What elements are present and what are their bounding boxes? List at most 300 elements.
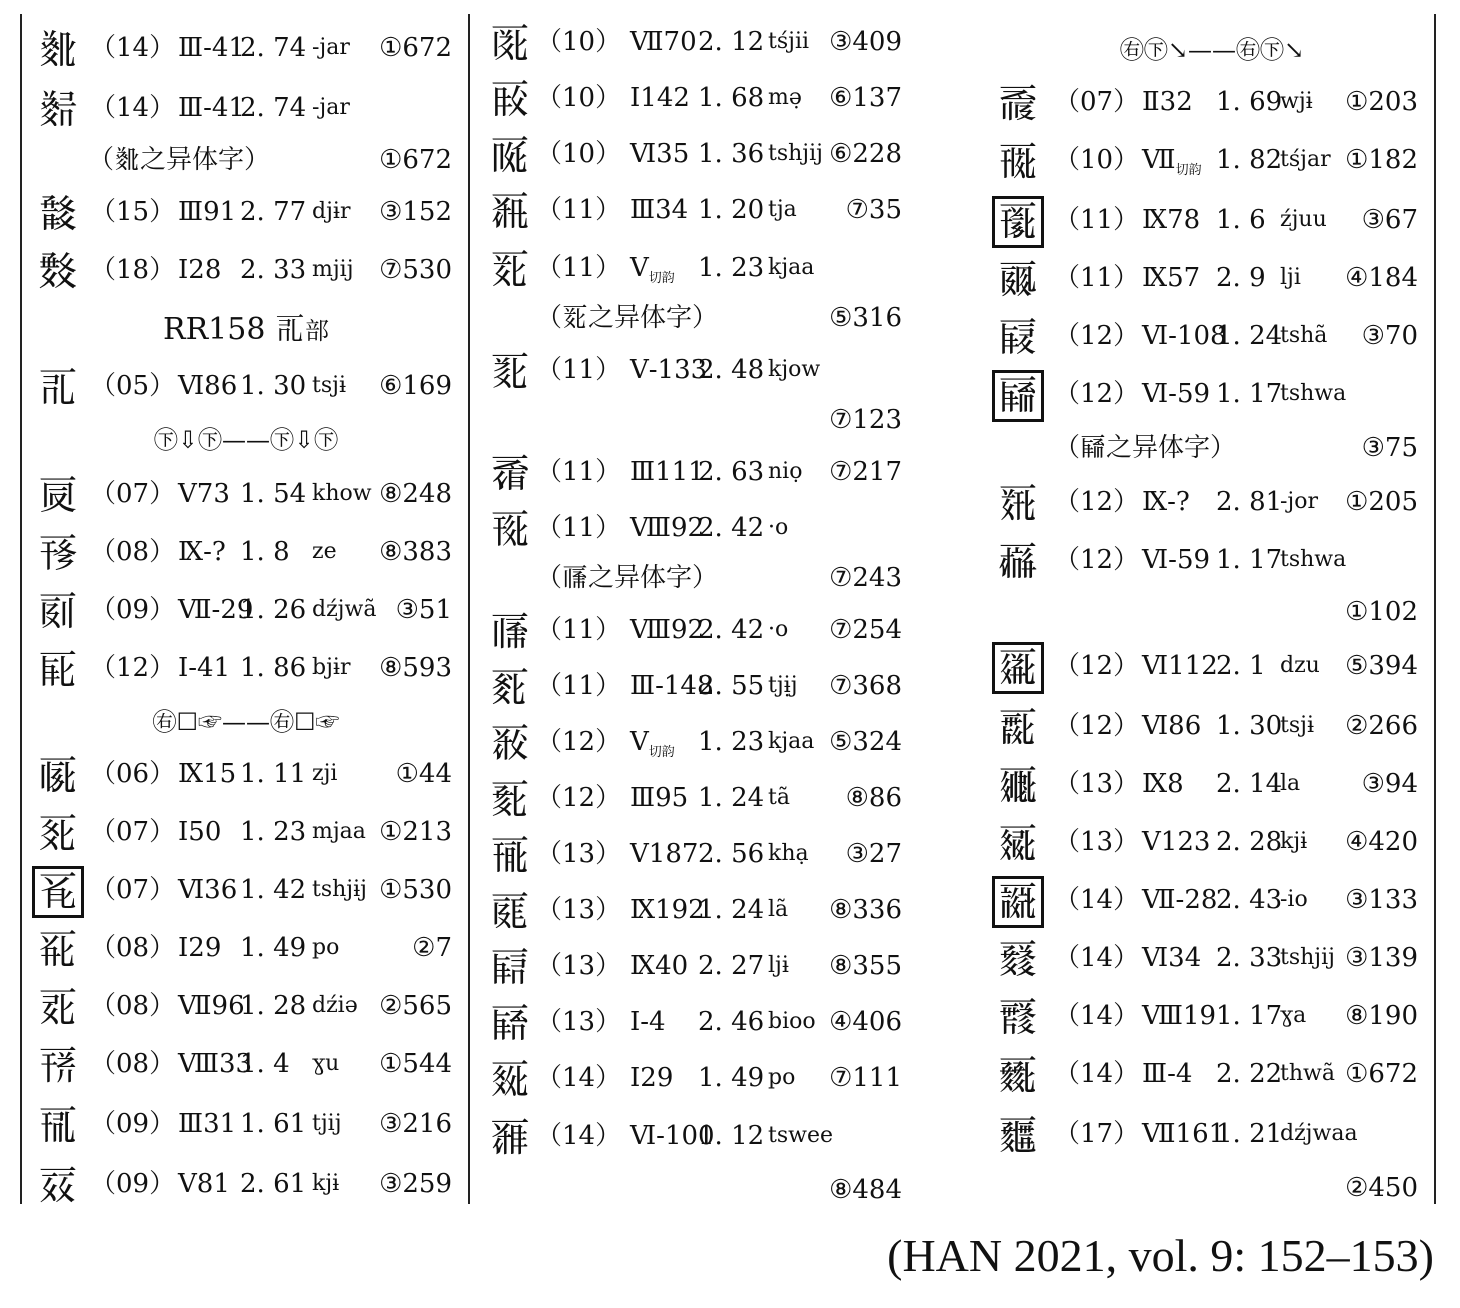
entry-row <box>484 718 910 774</box>
nav-arrows-down: ㊦⇩㊦——㊦⇩㊦ <box>153 426 339 454</box>
entry-row <box>484 774 910 830</box>
rhyme-number: 1. 4 <box>240 1049 290 1079</box>
rhyme-number: 1. 36 <box>698 139 765 169</box>
wrapped-ref: ⑦123 <box>829 405 902 435</box>
rhyme-number: 2. 14 <box>1216 769 1283 799</box>
reconstruction: -io <box>1280 887 1308 912</box>
rhyme-number: 2. 28 <box>1216 827 1283 857</box>
reconstruction: mə̣ <box>768 85 802 110</box>
source-ref: ④420 <box>1345 827 1418 857</box>
entry-row <box>992 992 1422 1048</box>
rhyme-code: Ⅲ34 <box>630 195 689 225</box>
rhyme-number: 1. 49 <box>698 1063 765 1093</box>
rhyme-number: 1. 49 <box>240 933 307 963</box>
reconstruction: ɣa <box>1280 1003 1307 1028</box>
rhyme-number: 1. 17 <box>1216 379 1283 409</box>
rhyme-number: 1. 30 <box>240 371 307 401</box>
source-ref: ⑤324 <box>829 727 902 757</box>
stroke-count: （14） <box>1054 1001 1140 1031</box>
rhyme-number: 2. 42 <box>698 513 765 543</box>
reconstruction: ·o <box>768 617 789 642</box>
rhyme-number: 1. 17 <box>1216 1001 1283 1031</box>
reconstruction: tshjɨj <box>312 877 367 902</box>
stroke-count: （13） <box>1054 827 1140 857</box>
tangut-glyph: 𗀦 <box>998 539 1038 585</box>
tangut-glyph: 𗀔 <box>490 507 530 553</box>
rhyme-code: Ⅵ-59 <box>1142 379 1211 409</box>
rhyme-code: Ⅰ-41 <box>178 653 231 683</box>
tangut-glyph: 𗀎 <box>490 77 530 123</box>
stroke-count: （13） <box>536 895 622 925</box>
rhyme-code: Ⅸ78 <box>1142 205 1201 235</box>
nav-arrows-diagonal: ㊨㊦↘——㊨㊦↘ <box>1119 36 1305 64</box>
rhyme-code: Ⅶ-28 <box>1142 885 1218 915</box>
reconstruction: tśjii <box>768 29 810 54</box>
rhyme-number: 2. 46 <box>698 1007 765 1037</box>
entry-row <box>484 186 910 242</box>
stroke-count: （09） <box>90 1169 176 1199</box>
entry-row <box>992 536 1422 592</box>
entry-row <box>32 750 460 806</box>
tangut-glyph: 𗀑 <box>490 247 530 293</box>
radical-number: RR158 <box>163 312 266 347</box>
stroke-count: （07） <box>1054 87 1140 117</box>
variant-note: （𗀤之异体字） <box>1054 433 1237 463</box>
rhyme-code: Ⅸ15 <box>178 759 237 789</box>
source-ref: ③70 <box>1361 321 1418 351</box>
rhyme-number: 1. 24 <box>1216 321 1283 351</box>
tangut-glyph: 𗀀 <box>38 365 78 411</box>
rhyme-number: 2. 43 <box>1216 885 1283 915</box>
entry-row <box>32 188 460 244</box>
rhyme-code: Ⅸ-? <box>1142 487 1190 517</box>
reconstruction: lã <box>768 897 789 922</box>
stroke-count: （14） <box>90 93 176 123</box>
reconstruction: wjɨ <box>1280 89 1313 114</box>
source-ref: ⑧593 <box>379 653 452 683</box>
source-ref: ④406 <box>829 1007 902 1037</box>
reconstruction: kjaa <box>768 729 815 754</box>
entry-row <box>484 130 910 186</box>
entry-row <box>32 586 460 642</box>
source-ref: ①44 <box>395 759 452 789</box>
rhyme-code: Ⅶ96 <box>178 991 245 1021</box>
tangut-glyph: 𗀕 <box>490 609 530 655</box>
entry-row <box>484 1054 910 1110</box>
rhyme-number: 1. 17 <box>1216 545 1283 575</box>
entry-row <box>992 136 1422 192</box>
rhyme-code: Ⅲ-41 <box>178 33 245 63</box>
rhyme-number: 2. 81 <box>1216 487 1283 517</box>
wrapped-ref: ①102 <box>1345 597 1418 627</box>
source-ref: ③94 <box>1361 769 1418 799</box>
rhyme-code: Ⅸ40 <box>630 951 689 981</box>
entry-row <box>992 876 1422 932</box>
rule-mid-1 <box>468 14 470 1204</box>
rhyme-code: Ⅰ142 <box>630 83 690 113</box>
rhyme-number: 2. 61 <box>240 1169 307 1199</box>
reconstruction: khạ <box>768 841 809 866</box>
entry-row <box>484 1112 910 1168</box>
nav-arrows-right: ㊨☐☞——㊨☐☞ <box>152 708 340 736</box>
entry-row <box>992 254 1422 310</box>
entry-row <box>484 998 910 1054</box>
rhyme-number: 1. 26 <box>240 595 307 625</box>
entry-row <box>992 1050 1422 1106</box>
reconstruction: tshwa <box>1280 547 1347 572</box>
rhyme-number: 1. 21 <box>1216 1119 1283 1149</box>
rhyme-code: Ⅵ-100 <box>630 1121 715 1151</box>
reconstruction: khow <box>312 481 372 506</box>
entry-row <box>32 1100 460 1156</box>
rhyme-number: 1. 82 <box>1216 145 1283 175</box>
rhyme-code: Ⅵ-108 <box>1142 321 1227 351</box>
reconstruction: -jor <box>1280 489 1319 514</box>
tangut-glyph: 𗀓 <box>490 451 530 497</box>
stroke-count: （08） <box>90 1049 176 1079</box>
rhyme-code-main: Ⅴ <box>630 253 649 283</box>
tangut-glyph: 𗀣 <box>998 315 1038 361</box>
tangut-glyph: 𘝯 <box>38 27 78 73</box>
tangut-glyph: 𗀊 <box>38 1043 78 1089</box>
stroke-count: （18） <box>90 255 176 285</box>
reconstruction: ljɨ <box>768 953 789 978</box>
stroke-count: （13） <box>1054 769 1140 799</box>
reconstruction: dzu <box>1280 653 1320 678</box>
entry-row <box>32 1160 460 1216</box>
reconstruction: dźjwã <box>312 597 377 622</box>
rhyme-number: 1. 24 <box>698 783 765 813</box>
rhyme-code: Ⅵ86 <box>1142 711 1202 741</box>
reconstruction: kjɨ <box>1280 829 1308 854</box>
entry-row <box>992 478 1422 534</box>
tangut-glyph: 𗀗 <box>490 721 530 767</box>
tangut-glyph: 𗀠 <box>998 139 1038 185</box>
rhyme-number: 2. 74 <box>240 33 307 63</box>
stroke-count: （12） <box>536 783 622 813</box>
rhyme-number: 2. 33 <box>240 255 307 285</box>
entry-row <box>992 78 1422 134</box>
source-ref: ①182 <box>1345 145 1418 175</box>
tangut-glyph: 𗀐 <box>490 189 530 235</box>
stroke-count: （06） <box>90 759 176 789</box>
entry-row <box>992 312 1422 368</box>
stroke-count: （14） <box>1054 885 1140 915</box>
rhyme-code: Ⅲ91 <box>178 197 237 227</box>
stroke-count: （10） <box>1054 145 1140 175</box>
tangut-glyph: 𗀝 <box>490 1057 530 1103</box>
entry-row <box>484 74 910 130</box>
rhyme-number: 2. 42 <box>698 615 765 645</box>
tangut-glyph: 𗀆 <box>38 811 78 857</box>
rhyme-code: Ⅵ-59 <box>1142 545 1211 575</box>
citation: (HAN 2021, vol. 9: 152–153) <box>887 1230 1434 1281</box>
tangut-glyph: 𗀧 <box>992 642 1044 694</box>
stroke-count: （13） <box>536 1007 622 1037</box>
reconstruction: tã <box>768 785 790 810</box>
entry-row <box>992 1110 1422 1166</box>
entry-row <box>32 246 460 302</box>
rhyme-number: 2. 77 <box>240 197 307 227</box>
rhyme-code: Ⅴ187 <box>630 839 699 869</box>
wrapped-ref: ②450 <box>1345 1173 1418 1203</box>
rhyme-number: 1. 42 <box>240 875 307 905</box>
tangut-glyph: 𗀞 <box>490 1115 530 1161</box>
entry-row <box>484 662 910 718</box>
entry-row <box>32 1040 460 1096</box>
rhyme-code: Ⅲ111 <box>630 457 705 487</box>
variant-ref: ⑦243 <box>829 563 902 593</box>
tangut-glyph: 𗀢 <box>998 257 1038 303</box>
rhyme-code: Ⅸ8 <box>1142 769 1184 799</box>
reconstruction: kjɨ <box>312 1171 340 1196</box>
reconstruction: kjaa <box>768 255 815 280</box>
rhyme-code: Ⅲ31 <box>178 1109 237 1139</box>
rhyme-code: Ⅴ123 <box>1142 827 1211 857</box>
stroke-count: （12） <box>1054 321 1140 351</box>
tangut-glyph: 𘝰 <box>38 87 78 133</box>
stroke-count: （14） <box>536 1063 622 1093</box>
variant-note: （𘝯之异体字） <box>88 145 271 175</box>
source-ref: ⑥228 <box>829 139 902 169</box>
rhyme-code: Ⅲ-41 <box>178 93 245 123</box>
source-ref: ③152 <box>379 197 452 227</box>
source-ref: ①213 <box>379 817 452 847</box>
stroke-count: （07） <box>90 817 176 847</box>
stroke-count: （13） <box>536 951 622 981</box>
source-ref: ①530 <box>379 875 452 905</box>
reconstruction: ɣu <box>312 1051 340 1076</box>
tangut-glyph: 𗀘 <box>490 777 530 823</box>
entry-row <box>32 470 460 526</box>
source-ref: ③409 <box>829 27 902 57</box>
stroke-count: （12） <box>1054 379 1140 409</box>
source-ref: ⑦368 <box>829 671 902 701</box>
reconstruction: tshwa <box>1280 381 1347 406</box>
rhyme-code: Ⅵ86 <box>178 371 238 401</box>
source-ref: ①672 <box>379 33 452 63</box>
reconstruction: kjow <box>768 357 821 382</box>
source-ref: ③67 <box>1361 205 1418 235</box>
entry-row <box>992 196 1422 252</box>
tangut-glyph: 𗀇 <box>32 866 84 918</box>
source-ref: ⑤394 <box>1345 651 1418 681</box>
stroke-count: （08） <box>90 537 176 567</box>
stroke-count: （07） <box>90 875 176 905</box>
reconstruction: mjaa <box>312 819 366 844</box>
source-ref: ①672 <box>1345 1059 1418 1089</box>
stroke-count: （11） <box>536 253 622 283</box>
stroke-count: （07） <box>90 479 176 509</box>
tangut-glyph: 𗀖 <box>490 665 530 711</box>
source-ref: ③51 <box>395 595 452 625</box>
reconstruction: lji <box>1280 265 1301 290</box>
stroke-count: （05） <box>90 371 176 401</box>
source-ref: ⑧190 <box>1345 1001 1418 1031</box>
reconstruction: tśjar <box>1280 147 1331 172</box>
source-ref: ③139 <box>1345 943 1418 973</box>
entry-row <box>32 528 460 584</box>
reconstruction: po <box>768 1065 796 1090</box>
stroke-count: （15） <box>90 197 176 227</box>
variant-ref: ③75 <box>1361 433 1418 463</box>
stroke-count: （13） <box>536 839 622 869</box>
reconstruction: mjij <box>312 257 354 282</box>
reconstruction: bjɨr <box>312 655 351 680</box>
rhyme-code: Ⅸ57 <box>1142 263 1201 293</box>
stroke-count: （11） <box>1054 205 1140 235</box>
reconstruction: la <box>1280 771 1301 796</box>
source-ref: ⑥137 <box>829 83 902 113</box>
rhyme-number: 1. 24 <box>698 895 765 925</box>
tangut-glyph: 𗀅 <box>38 753 78 799</box>
tangut-glyph: 𗀌 <box>38 1163 78 1209</box>
reconstruction: -jar <box>312 95 350 120</box>
tangut-glyph: 𘞂 <box>38 191 78 237</box>
reconstruction: tja <box>768 197 797 222</box>
rhyme-code: Ⅲ-4 <box>1142 1059 1193 1089</box>
rhyme-number: 2. 9 <box>1216 263 1266 293</box>
stroke-count: （11） <box>536 615 622 645</box>
reconstruction: po <box>312 935 340 960</box>
entry-row <box>992 760 1422 816</box>
reconstruction: niọ <box>768 459 803 484</box>
tangut-glyph: 𗀁 <box>38 473 78 519</box>
rhyme-code: Ⅰ-4 <box>630 1007 666 1037</box>
source-ref: ②7 <box>412 933 452 963</box>
tangut-glyph: 𗀛 <box>490 945 530 991</box>
rhyme-number: 1. 8 <box>240 537 290 567</box>
rhyme-number: 1. 68 <box>698 83 765 113</box>
rhyme-code: Ⅷ19 <box>1142 1001 1217 1031</box>
stroke-count: （12） <box>1054 487 1140 517</box>
tangut-glyph: 𗀚 <box>490 889 530 935</box>
rhyme-code: Ⅴ81 <box>178 1169 230 1199</box>
reconstruction: tsjɨ <box>1280 713 1314 738</box>
rhyme-code: Ⅰ29 <box>178 933 222 963</box>
stroke-count: （11） <box>536 355 622 385</box>
source-ref: ⑧383 <box>379 537 452 567</box>
source-ref: ③259 <box>379 1169 452 1199</box>
rhyme-number: 1. 23 <box>698 253 765 283</box>
entry-row <box>484 346 910 402</box>
entry-row <box>32 808 460 864</box>
tangut-glyph: 𗀥 <box>998 481 1038 527</box>
rhyme-code: Ⅲ95 <box>630 783 689 813</box>
stroke-count: （12） <box>536 727 622 757</box>
reconstruction: tsjɨ <box>312 373 346 398</box>
entry-row <box>32 644 460 700</box>
rhyme-number: 1. 23 <box>698 727 765 757</box>
entry-row <box>484 448 910 504</box>
rhyme-number: 1. 23 <box>240 817 307 847</box>
rhyme-code: Ⅰ50 <box>178 817 222 847</box>
rhyme-code: Ⅵ34 <box>1142 943 1202 973</box>
source-ref: ⑧336 <box>829 895 902 925</box>
tangut-glyph: 𗀩 <box>998 763 1038 809</box>
rhyme-number: 1. 12 <box>698 1121 765 1151</box>
reconstruction: tshã <box>1280 323 1328 348</box>
reconstruction: dźjwaa <box>1280 1121 1358 1146</box>
variant-ref: ⑤316 <box>829 303 902 333</box>
rhyme-number: 2. 63 <box>698 457 765 487</box>
tangut-glyph: 𗀤 <box>992 370 1044 422</box>
entry-row <box>484 504 910 560</box>
source-ref: ⑦111 <box>829 1063 902 1093</box>
stroke-count: （14） <box>1054 1059 1140 1089</box>
rhyme-code: Ⅰ28 <box>178 255 222 285</box>
tangut-glyph: 𗀯 <box>998 1113 1038 1159</box>
rhyme-code <box>630 252 675 295</box>
rhyme-number: 1. 61 <box>240 1109 307 1139</box>
rhyme-code <box>1142 144 1202 187</box>
rhyme-number: 2. 74 <box>240 93 307 123</box>
tangut-glyph: 𗀮 <box>998 1053 1038 1099</box>
rhyme-number: 1. 20 <box>698 195 765 225</box>
source-ref: ①544 <box>379 1049 452 1079</box>
rhyme-number: 2. 12 <box>698 27 765 57</box>
rhyme-number: 1. 86 <box>240 653 307 683</box>
radical-suffix: 部 <box>304 317 329 345</box>
tangut-glyph: 𗀄 <box>38 647 78 693</box>
reconstruction: dźiə <box>312 993 358 1018</box>
entry-row <box>992 370 1422 426</box>
source-ref: ②565 <box>379 991 452 1021</box>
rhyme-code: Ⅶ70 <box>630 27 697 57</box>
entry-row <box>484 606 910 662</box>
reconstruction: tshjij <box>768 141 823 166</box>
source-ref: ⑥169 <box>379 371 452 401</box>
stroke-count: （17） <box>1054 1119 1140 1149</box>
tangut-glyph: 𗀭 <box>998 995 1038 1041</box>
reconstruction: tjɨ̣j <box>768 673 798 698</box>
tangut-glyph: 𗀃 <box>38 589 78 635</box>
rhyme-number: 1. 69 <box>1216 87 1283 117</box>
entry-row <box>32 362 460 418</box>
stroke-count: （12） <box>1054 545 1140 575</box>
rhyme-code-sub: 切韵 <box>1175 163 1202 179</box>
entry-row <box>484 942 910 998</box>
tangut-glyph: 𗀒 <box>490 349 530 395</box>
rhyme-code: Ⅸ192 <box>630 895 705 925</box>
stroke-count: （10） <box>536 139 622 169</box>
radical-glyph: 𗀀 <box>274 312 305 347</box>
rhyme-code-main: Ⅴ <box>630 727 649 757</box>
tangut-glyph: 𗀡 <box>992 196 1044 248</box>
rhyme-code <box>630 726 675 769</box>
reconstruction: tjij <box>312 1111 342 1136</box>
entry-row <box>992 702 1422 758</box>
source-ref: ④184 <box>1345 263 1418 293</box>
source-ref: ⑧248 <box>379 479 452 509</box>
source-ref: ①203 <box>1345 87 1418 117</box>
rhyme-code-sub: 切韵 <box>648 271 675 287</box>
entry-row <box>484 18 910 74</box>
stroke-count: （10） <box>536 83 622 113</box>
entry-row <box>32 24 460 80</box>
source-ref: ⑧355 <box>829 951 902 981</box>
tangut-glyph: 𗀍 <box>490 21 530 67</box>
rhyme-code: Ⅶ161 <box>1142 1119 1226 1149</box>
rhyme-number: 1. 30 <box>1216 711 1283 741</box>
tangut-glyph: 𗀏 <box>490 133 530 179</box>
reconstruction: thwã <box>1280 1061 1335 1086</box>
source-ref: ①205 <box>1345 487 1418 517</box>
stroke-count: （10） <box>536 27 622 57</box>
rhyme-code: Ⅴ-133 <box>630 355 708 385</box>
entry-row <box>32 924 460 980</box>
source-ref: ②266 <box>1345 711 1418 741</box>
